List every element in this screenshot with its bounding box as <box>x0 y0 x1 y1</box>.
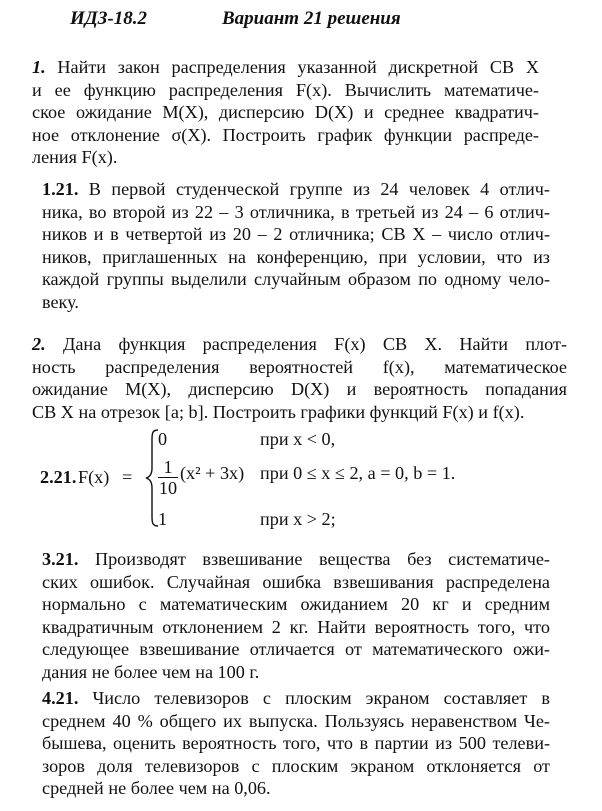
task-3-21-line: ских ошибок. Случайная ошибка взвешивания распределена <box>42 571 550 592</box>
task-4-21-number: 4.21. <box>42 688 79 708</box>
task-3-21-line: нормально с математическим ожиданием 20 кг и средним <box>42 594 550 615</box>
task-1-21-line: веку. <box>42 291 79 312</box>
task-2-number: 2. <box>32 334 46 354</box>
formula-row-3-expr: 1 <box>158 509 168 529</box>
fraction-denominator: 10 <box>158 478 178 498</box>
task-1-21-line: 1.21. В первой студенческой группе из 24 человек 4 отлич- <box>42 179 550 199</box>
formula-row-2-expr: (x² + 3x) <box>180 463 245 483</box>
page-header <box>70 8 401 31</box>
task-1-21-line: ников и в четвертой из 20 – 2 отличника; СВ X – число отлич- <box>42 224 550 245</box>
task-3-21-line: следующее взвешивание отличается от математического ожи- <box>42 639 550 660</box>
task-1-line: 1. Найти закон распределения указанной дискретной СВ X <box>32 57 539 77</box>
task-4-21 <box>42 687 550 800</box>
formula-lhs: F(x) <box>78 467 110 487</box>
formula-row-1-cond: при x < 0, <box>260 429 336 449</box>
task-1-21-line: ника, во второй из 22 – 3 отличника, в третьей из 24 – 6 отлич- <box>42 201 550 222</box>
task-1 <box>32 56 539 169</box>
formula-label: 2.21. <box>40 467 77 487</box>
task-3-21-number: 3.21. <box>42 549 79 569</box>
task-3-21-line: квадратичным отклонением 2 кг. Найти вероятность того, что <box>42 616 550 637</box>
task-4-21-line: средней не более чем на 0,06. <box>42 778 271 799</box>
task-1-line: и ее функцию распределения F(x). Вычислить математиче- <box>32 79 539 100</box>
task-2 <box>32 333 567 423</box>
task-3-21 <box>42 548 550 684</box>
task-1-line: ское ожидание M(X), дисперсию D(X) и среднее квадратич- <box>32 102 539 123</box>
task-4-21-line: 4.21. Число телевизоров с плоским экраном составляет в <box>42 688 551 708</box>
fraction <box>158 458 178 497</box>
task-1-line: ления F(x). <box>32 147 118 168</box>
formula-row-3-cond: при x > 2; <box>260 509 336 529</box>
formula-row-1-expr: 0 <box>158 429 168 449</box>
task-4-21-line: бышева, оценить вероятность того, что в партии из 500 телеви- <box>42 733 550 754</box>
task-2-line: ожидание M(X), дисперсию D(X) и вероятность попадания <box>32 379 567 400</box>
task-1-21-line: ников, приглашенных на конференцию, при условии, что из <box>42 246 550 267</box>
formula-equals: = <box>122 467 133 487</box>
header-variant: Вариант 21 решения <box>222 8 401 29</box>
task-1-line: ное отклонение σ(X). Построить график функции распреде- <box>32 124 539 145</box>
task-3-21-line: 3.21. Производят взвешивание вещества без систематиче- <box>42 549 550 569</box>
task-1-21 <box>42 178 550 314</box>
task-2-line: 2. Дана функция распределения F(x) СВ X. Найти плот- <box>32 334 567 354</box>
task-1-number: 1. <box>32 57 46 77</box>
task-3-21-line: дания не более чем на 100 г. <box>42 661 260 682</box>
task-1-21-number: 1.21. <box>42 179 79 199</box>
header-code: ИДЗ-18.2 <box>70 8 148 29</box>
fraction-numerator: 1 <box>163 457 173 477</box>
task-4-21-line: среднем 40 % общего их выпуска. Пользуясь неравенством Че- <box>42 710 550 731</box>
distribution-function-formula <box>40 428 560 528</box>
task-2-line: ность распределения вероятностей f(x), математическое <box>32 356 567 377</box>
task-1-21-line: каждой группы выделили случайным образом по одному чело- <box>42 269 550 290</box>
task-4-21-line: зоров доля телевизоров с плоским экраном отклоняется от <box>42 755 550 776</box>
formula-row-2-cond: при 0 ≤ x ≤ 2, a = 0, b = 1. <box>260 463 456 483</box>
task-2-line: СВ X на отрезок [a; b]. Построить графики функций F(x) и f(x). <box>32 401 525 422</box>
